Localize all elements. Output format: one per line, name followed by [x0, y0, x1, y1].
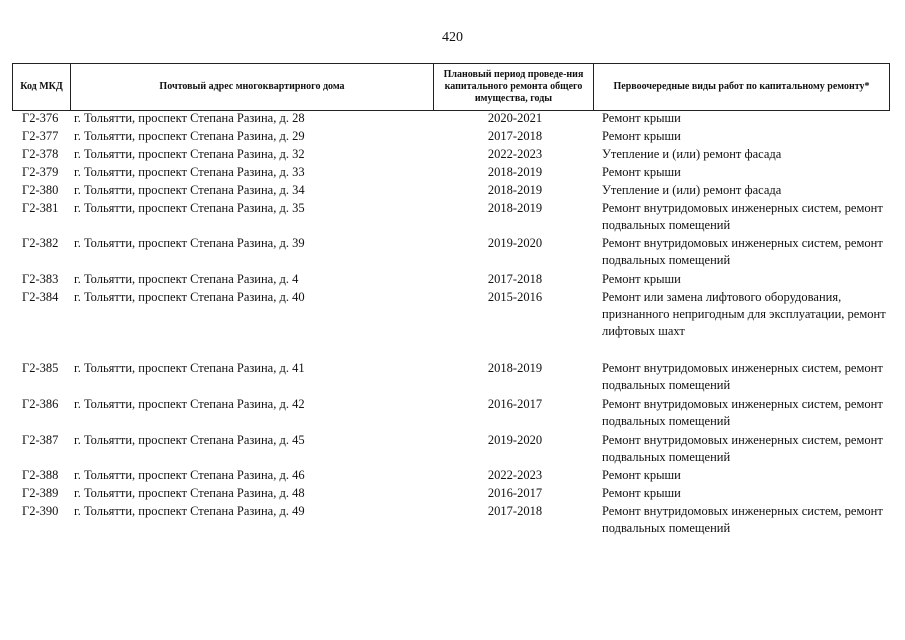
- row-code: Г2-388: [22, 468, 59, 482]
- row-code: Г2-389: [22, 486, 59, 500]
- row-address: г. Тольятти, проспект Степана Разина, д. 33: [74, 165, 305, 179]
- row-period: 2018-2019: [487, 201, 543, 215]
- header-works: Первоочередные виды работ по капитальному ремонту*: [594, 64, 890, 111]
- row-works: Ремонт внутридомовых инженерных систем, ремонт подвальных помещений: [602, 201, 883, 232]
- row-period: 2016-2017: [487, 397, 543, 411]
- row-works: Ремонт крыши: [602, 165, 681, 179]
- row-works: Ремонт внутридомовых инженерных систем, ремонт подвальных помещений: [602, 361, 883, 392]
- row-period: 2020-2021: [487, 111, 543, 125]
- row-code: Г2-380: [22, 183, 59, 197]
- row-period: 2018-2019: [487, 361, 543, 375]
- row-works: Утепление и (или) ремонт фасада: [602, 147, 782, 161]
- row-code: Г2-390: [22, 504, 59, 518]
- row-works: Ремонт крыши: [602, 486, 681, 500]
- row-code: Г2-385: [22, 361, 59, 375]
- row-code: Г2-378: [22, 147, 59, 161]
- row-code: Г2-386: [22, 397, 59, 411]
- row-period: 2022-2023: [487, 468, 543, 482]
- row-code: Г2-383: [22, 272, 59, 286]
- row-works: Ремонт внутридомовых инженерных систем, ремонт подвальных помещений: [602, 504, 883, 535]
- header-period: Плановый период проведе-ния капитального ремонта общего имущества, годы: [434, 64, 594, 111]
- row-code: Г2-384: [22, 290, 59, 304]
- row-address: г. Тольятти, проспект Степана Разина, д. 40: [74, 290, 305, 304]
- row-code: Г2-381: [22, 201, 59, 215]
- row-code: Г2-379: [22, 165, 59, 179]
- row-address: г. Тольятти, проспект Степана Разина, д. 49: [74, 504, 305, 518]
- row-period: 2018-2019: [487, 165, 543, 179]
- row-period: 2018-2019: [487, 183, 543, 197]
- row-period: 2015-2016: [487, 290, 543, 304]
- row-period: 2017-2018: [487, 272, 543, 286]
- row-address: г. Тольятти, проспект Степана Разина, д. 42: [74, 397, 305, 411]
- row-address: г. Тольятти, проспект Степана Разина, д. 4: [74, 272, 299, 286]
- header-address: Почтовый адрес многоквартирного дома: [71, 64, 434, 111]
- row-code: Г2-376: [22, 111, 59, 125]
- row-works: Ремонт крыши: [602, 111, 681, 125]
- row-code: Г2-382: [22, 236, 59, 250]
- row-address: г. Тольятти, проспект Степана Разина, д. 39: [74, 236, 305, 250]
- row-period: 2017-2018: [487, 129, 543, 143]
- row-code: Г2-387: [22, 433, 59, 447]
- row-period: 2016-2017: [487, 486, 543, 500]
- row-works: Ремонт внутридомовых инженерных систем, ремонт подвальных помещений: [602, 236, 883, 267]
- row-period: 2019-2020: [487, 433, 543, 447]
- row-period: 2022-2023: [487, 147, 543, 161]
- row-works: Ремонт или замена лифтового оборудования, признанного непригодным для эксплуатации, ремонт лифтовых шахт: [602, 290, 886, 338]
- row-period: 2017-2018: [487, 504, 543, 518]
- row-address: г. Тольятти, проспект Степана Разина, д. 41: [74, 361, 305, 375]
- row-address: г. Тольятти, проспект Степана Разина, д. 28: [74, 111, 305, 125]
- row-works: Ремонт крыши: [602, 129, 681, 143]
- page-number: 420: [442, 30, 463, 45]
- row-code: Г2-377: [22, 129, 59, 143]
- table-header: [12, 63, 890, 111]
- row-works: Ремонт внутридомовых инженерных систем, ремонт подвальных помещений: [602, 397, 883, 428]
- row-address: г. Тольятти, проспект Степана Разина, д. 45: [74, 433, 305, 447]
- row-address: г. Тольятти, проспект Степана Разина, д. 32: [74, 147, 305, 161]
- row-works: Ремонт крыши: [602, 272, 681, 286]
- row-address: г. Тольятти, проспект Степана Разина, д. 34: [74, 183, 305, 197]
- row-works: Утепление и (или) ремонт фасада: [602, 183, 782, 197]
- row-address: г. Тольятти, проспект Степана Разина, д. 48: [74, 486, 305, 500]
- row-works: Ремонт крыши: [602, 468, 681, 482]
- row-period: 2019-2020: [487, 236, 543, 250]
- row-address: г. Тольятти, проспект Степана Разина, д. 35: [74, 201, 305, 215]
- header-code: Код МКД: [13, 64, 71, 111]
- row-address: г. Тольятти, проспект Степана Разина, д. 46: [74, 468, 305, 482]
- row-works: Ремонт внутридомовых инженерных систем, ремонт подвальных помещений: [602, 433, 883, 464]
- row-address: г. Тольятти, проспект Степана Разина, д. 29: [74, 129, 305, 143]
